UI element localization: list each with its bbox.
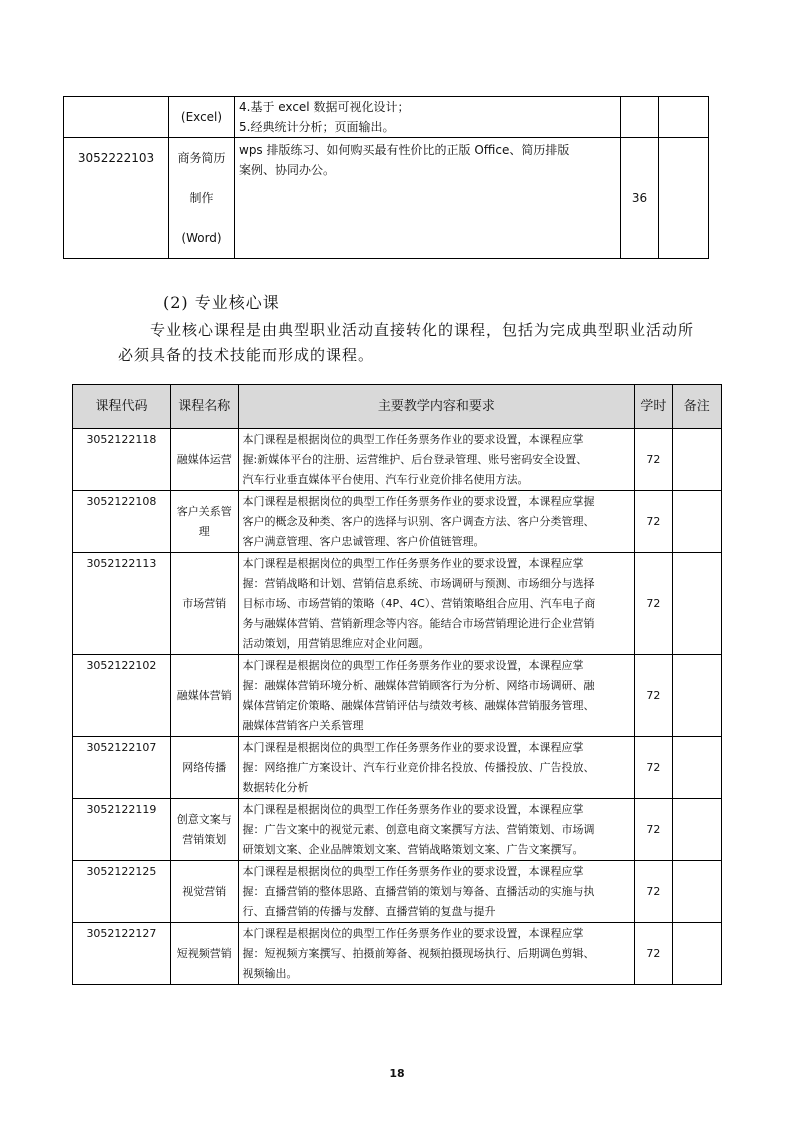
table-row — [73, 923, 722, 985]
content-line: 客户满意管理、客户忠诚管理、客户价值链管理。 — [242, 535, 485, 548]
course-note — [672, 553, 721, 655]
course-content — [238, 737, 635, 799]
content-line: 握：融媒体营销环境分析、融媒体营销顾客行为分析、网络市场调研、融 — [242, 679, 595, 692]
content-line: 活动策划，用营销思维应对企业问题。 — [242, 637, 430, 650]
course-name: 视觉营销 — [170, 861, 238, 923]
course-name: 融媒体运营 — [170, 429, 238, 491]
table-row — [73, 491, 722, 553]
course-name — [169, 97, 235, 138]
content-line: 5.经典统计分析；页面输出。 — [239, 120, 395, 134]
content-line: 本门课程是根据岗位的典型工作任务票务作业的要求设置，本课程应掌 — [242, 741, 584, 754]
content-line: 媒体营销定价策略、融媒体营销评估与绩效考核、融媒体营销服务管理、 — [242, 699, 595, 712]
course-code: 3052122108 — [73, 491, 171, 553]
course-name: 市场营销 — [170, 553, 238, 655]
course-name — [169, 138, 235, 259]
section-intro: 专业核心课程是由典型职业活动直接转化的课程，包括为完成典型职业活动所必须具备的技术技能而形成的课程。 — [118, 321, 695, 364]
course-hours: 36 — [621, 138, 659, 259]
course-content — [238, 655, 635, 737]
course-note — [672, 655, 721, 737]
content-line: 握：网络推广方案设计、汽车行业竞价排名投放、传播投放、广告投放、 — [242, 761, 595, 774]
course-note — [672, 737, 721, 799]
content-line: 行、直播营销的传播与发酵、直播营销的复盘与提升 — [242, 905, 496, 918]
header-hours: 学时 — [635, 385, 672, 429]
course-name: 网络传播 — [170, 737, 238, 799]
content-line: 握：短视频方案撰写、拍摄前筹备、视频拍摄现场执行、后期调色剪辑、 — [242, 947, 595, 960]
course-hours: 72 — [635, 799, 672, 861]
course-name-line: 制作 — [189, 191, 214, 205]
table-row — [73, 861, 722, 923]
header-name: 课程名称 — [170, 385, 238, 429]
table-row — [64, 138, 709, 259]
course-code: 3052122119 — [73, 799, 171, 861]
course-name: 短视频营销 — [170, 923, 238, 985]
course-hours: 72 — [635, 737, 672, 799]
course-content — [235, 97, 621, 138]
content-line: 客户的概念及种类、客户的选择与识别、客户调查方法、客户分类管理、 — [242, 515, 595, 528]
course-code: 3052122113 — [73, 553, 171, 655]
course-content — [238, 923, 635, 985]
content-line: 务与融媒体营销、营销新理念等内容。能结合市场营销理论进行企业营销 — [242, 617, 595, 630]
content-line: 目标市场、市场营销的策略（4P、4C）、营销策略组合应用、汽车电子商 — [242, 597, 596, 610]
course-content — [238, 553, 635, 655]
content-line: 握：广告文案中的视觉元素、创意电商文案撰写方法、营销策划、市场调 — [242, 823, 595, 836]
content-line: 本门课程是根据岗位的典型工作任务票务作业的要求设置，本课程应掌 — [242, 803, 584, 816]
course-note — [659, 138, 709, 259]
course-hours: 72 — [635, 923, 672, 985]
course-hours: 72 — [635, 553, 672, 655]
course-code: 3052122107 — [73, 737, 171, 799]
content-line: 本门课程是根据岗位的典型工作任务票务作业的要求设置，本课程应掌 — [242, 927, 584, 940]
course-note — [672, 429, 721, 491]
course-content — [235, 138, 621, 259]
header-code: 课程代码 — [73, 385, 171, 429]
course-content — [238, 429, 635, 491]
content-line: 握:新媒体平台的注册、运营维护、后台登录管理、账号密码安全设置、 — [242, 453, 588, 466]
content-line: 数据转化分析 — [242, 781, 309, 794]
table-row — [73, 655, 722, 737]
content-line: 本门课程是根据岗位的典型工作任务票务作业的要求设置，本课程应掌 — [242, 659, 584, 672]
header-note: 备注 — [672, 385, 721, 429]
course-name-line: (Excel) — [180, 110, 223, 124]
course-hours: 72 — [635, 655, 672, 737]
content-line: 本门课程是根据岗位的典型工作任务票务作业的要求设置，本课程应掌 — [242, 433, 584, 446]
course-note — [672, 799, 721, 861]
section-title: (2) 专业核心课 — [163, 293, 280, 312]
course-hours: 72 — [635, 861, 672, 923]
content-line: 4.基于 excel 数据可视化设计； — [239, 100, 410, 114]
course-hours — [621, 97, 659, 138]
table-header-row — [73, 385, 722, 429]
page-number: 18 — [389, 1067, 405, 1080]
content-line: 融媒体营销客户关系管理 — [242, 719, 364, 732]
content-line: 握：直播营销的整体思路、直播营销的策划与筹备、直播活动的实施与执 — [242, 885, 595, 898]
course-code: 3052122102 — [73, 655, 171, 737]
course-note — [672, 861, 721, 923]
course-name-line: 商务简历 — [177, 151, 226, 165]
content-line: 握：营销战略和计划、营销信息系统、市场调研与预测、市场细分与选择 — [242, 577, 595, 590]
table-row — [73, 553, 722, 655]
content-line: wps 排版练习、如何购买最有性价比的正版 Office、简历排版 — [239, 143, 570, 157]
course-name-line: (Word) — [181, 231, 222, 245]
content-line: 视频输出。 — [242, 967, 298, 980]
course-hours: 72 — [635, 429, 672, 491]
header-content: 主要教学内容和要求 — [238, 385, 635, 429]
course-code — [64, 97, 169, 138]
table-row — [64, 97, 709, 138]
content-line: 研策划文案、企业品牌策划文案、营销战略策划文案、广告文案撰写。 — [242, 843, 584, 856]
course-content — [238, 491, 635, 553]
course-table-continued — [63, 96, 709, 259]
course-code: 3052122125 — [73, 861, 171, 923]
table-row — [73, 737, 722, 799]
course-code: 3052122118 — [73, 429, 171, 491]
course-name: 创意文案与营销策划 — [170, 799, 238, 861]
table-row — [73, 799, 722, 861]
course-name: 客户关系管理 — [170, 491, 238, 553]
content-line: 本门课程是根据岗位的典型工作任务票务作业的要求设置，本课程应掌 — [242, 865, 584, 878]
content-line: 本门课程是根据岗位的典型工作任务票务作业的要求设置，本课程应掌 — [242, 557, 584, 570]
course-note — [659, 97, 709, 138]
course-note — [672, 923, 721, 985]
course-code: 3052122127 — [73, 923, 171, 985]
core-course-table — [72, 384, 722, 985]
course-name: 融媒体营销 — [170, 655, 238, 737]
course-content — [238, 861, 635, 923]
content-line: 案例、协同办公。 — [239, 163, 336, 177]
course-content — [238, 799, 635, 861]
table-row — [73, 429, 722, 491]
course-code: 3052222103 — [64, 138, 169, 259]
content-line: 汽车行业垂直媒体平台使用、汽车行业竞价排名使用方法。 — [242, 473, 529, 486]
course-note — [672, 491, 721, 553]
content-line: 本门课程是根据岗位的典型工作任务票务作业的要求设置，本课程应掌握 — [242, 495, 595, 508]
course-hours: 72 — [635, 491, 672, 553]
